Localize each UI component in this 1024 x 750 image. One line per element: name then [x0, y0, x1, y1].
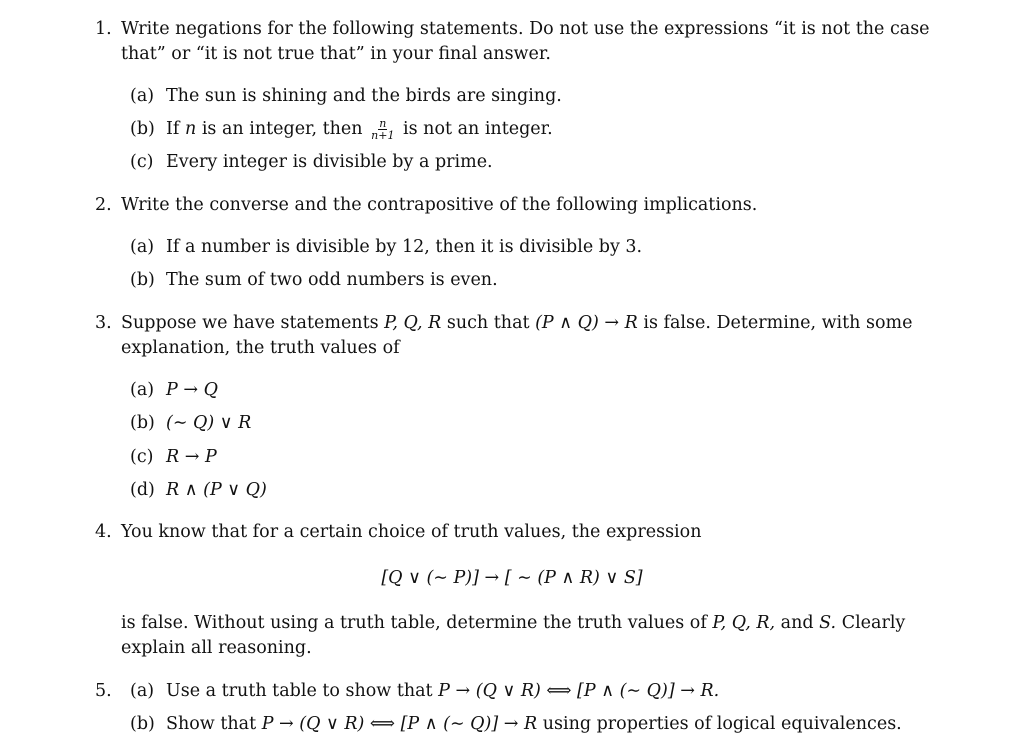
- fraction-numerator: n: [379, 117, 387, 130]
- sub-item: [130, 411, 251, 435]
- sub-item: [130, 712, 902, 736]
- sub-item: [130, 84, 562, 108]
- problem-text-line: Write negations for the following statements. Do not use the expressions “it is not the case: [121, 19, 930, 39]
- sub-item-label: (c): [130, 152, 154, 172]
- problem-text-line: that” or “it is not true that” in your final answer.: [121, 44, 551, 64]
- problem-text-line: Write the converse and the contrapositive of the following implications.: [121, 195, 758, 215]
- sub-item: [130, 117, 553, 141]
- sub-item: [130, 679, 719, 703]
- math-expression: (P ∧ Q) → R: [535, 313, 638, 333]
- sub-item-text: Every integer is divisible by a prime.: [166, 152, 493, 172]
- sub-item: [130, 378, 218, 402]
- sub-item-label: (a): [130, 380, 155, 400]
- sub-item-text: The sun is shining and the birds are singing.: [166, 86, 562, 106]
- text-run: such that: [446, 313, 530, 333]
- problem-text-line: explain all reasoning.: [121, 638, 312, 658]
- text-run: is false. Determine, with some: [643, 313, 913, 333]
- sub-item-label: (a): [130, 681, 155, 701]
- sub-item-label: (c): [130, 447, 154, 467]
- math-expression: R ∧ (P ∨ Q): [166, 480, 267, 500]
- math-variables: P, Q, R,: [712, 613, 776, 633]
- math-variable: n: [184, 119, 197, 139]
- math-expression: P → (Q ∨ R) ⟺ [P ∧ (∼ Q)] → R: [261, 714, 538, 734]
- sub-item-text: is an integer, then: [201, 119, 363, 139]
- problem-text-line: [121, 311, 912, 335]
- math-expression: P → (Q ∨ R) ⟺ [P ∧ (∼ Q)] → R.: [438, 681, 720, 701]
- sub-item-label: (a): [130, 237, 155, 257]
- sub-item-label: (d): [130, 480, 155, 500]
- math-expression: R → P: [166, 447, 217, 467]
- text-run: and: [780, 613, 814, 633]
- sub-item-text: The sum of two odd numbers is even.: [166, 270, 498, 290]
- sub-item-text: If a number is divisible by 12, then it is divisible by 3.: [166, 237, 643, 257]
- problem-number: 5.: [95, 681, 112, 701]
- math-expression: (∼ Q) ∨ R: [166, 413, 252, 433]
- sub-item-label: (a): [130, 86, 155, 106]
- sub-item: [130, 445, 217, 469]
- problem-number: 4.: [95, 522, 112, 542]
- sub-item-text: If: [166, 119, 180, 139]
- math-expression: [Q ∨ (∼ P)] → [ ∼ (P ∧ R) ∨ S]: [381, 568, 643, 588]
- sub-item-text: using properties of logical equivalences.: [542, 714, 902, 734]
- sub-item-label: (b): [130, 714, 155, 734]
- display-equation: [0, 566, 1024, 590]
- problem-text-line: You know that for a certain choice of truth values, the expression: [121, 522, 702, 542]
- problem-text-line: [121, 611, 905, 635]
- sub-item-label: (b): [130, 270, 155, 290]
- problem-number: 1.: [95, 19, 112, 39]
- problem-text-line: explanation, the truth values of: [121, 338, 400, 358]
- problem-number: 3.: [95, 313, 112, 333]
- sub-item: [130, 150, 493, 174]
- sub-item-text: Use a truth table to show that: [166, 681, 433, 701]
- sub-item: [130, 235, 642, 259]
- fraction: [371, 118, 394, 141]
- sub-item-label: (b): [130, 413, 155, 433]
- math-variables: P, Q, R: [384, 313, 442, 333]
- sub-item: [130, 268, 498, 292]
- math-expression: P → Q: [166, 380, 218, 400]
- math-variable: S.: [819, 613, 837, 633]
- text-run: Clearly: [841, 613, 906, 633]
- sub-item-text: is not an integer.: [403, 119, 553, 139]
- sub-item: [130, 478, 267, 502]
- sub-item-text: Show that: [166, 714, 257, 734]
- text-run: is false. Without using a truth table, determine the truth values of: [121, 613, 707, 633]
- problem-number: 2.: [95, 195, 112, 215]
- fraction-denominator: n+1: [371, 129, 395, 142]
- sub-item-label: (b): [130, 119, 155, 139]
- text-run: Suppose we have statements: [121, 313, 379, 333]
